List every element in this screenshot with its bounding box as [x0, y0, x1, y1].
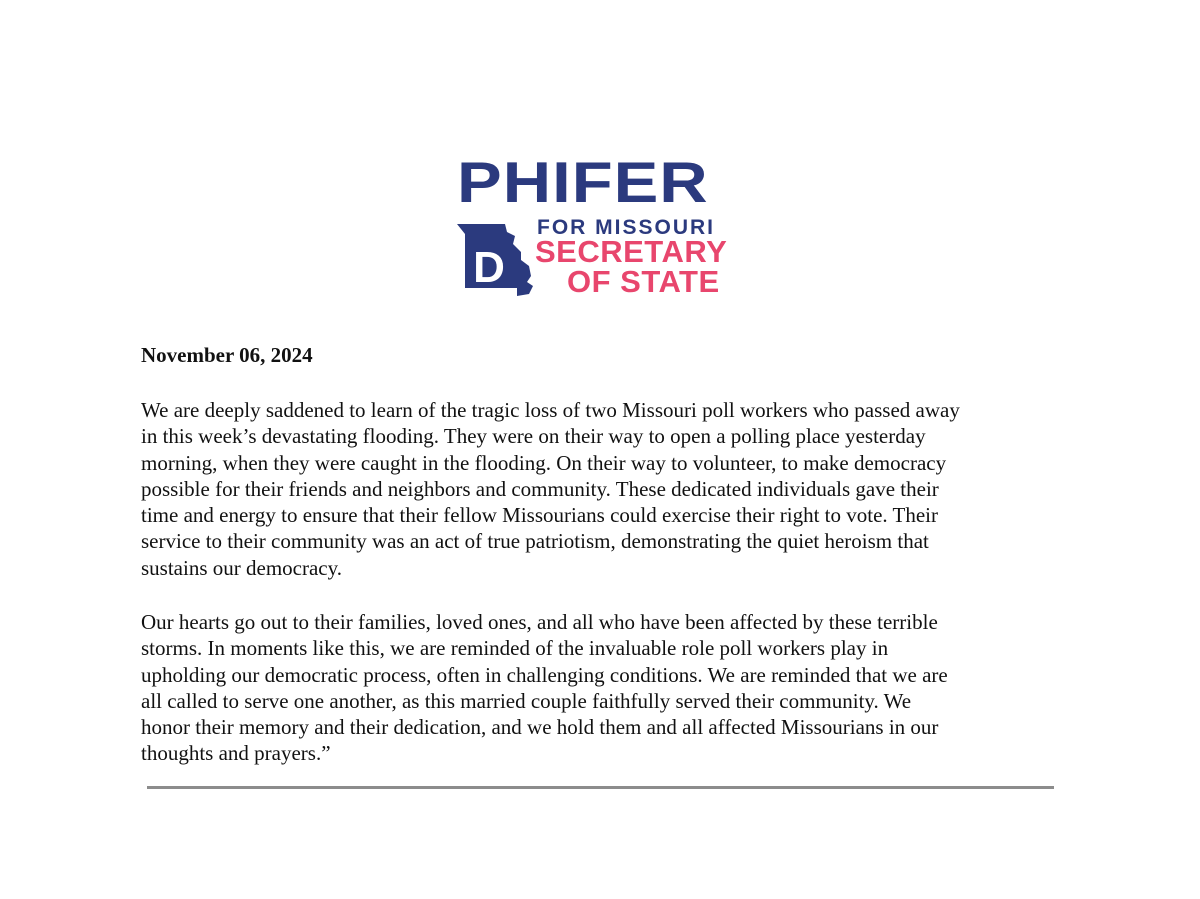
paragraph-line: possible for their friends and neighbors and community. These dedicated individuals gave their — [141, 476, 939, 501]
paragraph-line: service to their community was an act of true patriotism, demonstrating the quiet heroism that — [141, 529, 929, 554]
logo-candidate-name: PHIFER — [457, 150, 709, 216]
logo-office-line-1: SECRETARY — [535, 234, 728, 269]
paragraph-line: in this week’s devastating flooding. They were on their way to open a polling place yesterday — [141, 424, 926, 449]
missouri-map-icon — [455, 220, 539, 296]
paragraph-line: morning, when they were caught in the flooding. On their way to volunteer, to make democracy — [141, 450, 947, 475]
paragraph-line: Our hearts go out to their families, loved ones, and all who have been affected by these terrible — [141, 610, 938, 634]
paragraph-line: thoughts and prayers.” — [141, 741, 331, 766]
paragraph-line: sustains our democracy. — [141, 555, 342, 580]
paragraph-line: We are deeply saddened to learn of the tragic loss of two Missouri poll workers who passed away — [141, 398, 960, 422]
statement-date: November 06, 2024 — [141, 343, 313, 367]
paragraph-line: upholding our democratic process, often in challenging conditions. We are reminded that we are — [141, 662, 948, 687]
paragraph-line: honor their memory and their dedication, and we hold them and all affected Missourians in our — [141, 715, 939, 740]
paragraph-line: all called to serve one another, as this married couple faithfully served their community. We — [141, 688, 912, 713]
campaign-logo — [455, 150, 747, 299]
logo-for-missouri: FOR MISSOURI — [537, 216, 716, 239]
logo-office-line-2: OF STATE — [567, 264, 720, 299]
logo-party-letter: D — [473, 243, 505, 292]
divider-line — [147, 786, 1054, 789]
statement-paragraph-2 — [141, 609, 1061, 767]
statement-paragraph-1 — [141, 397, 1061, 581]
paragraph-line: time and energy to ensure that their fellow Missourians could exercise their right to vote. Their — [141, 503, 939, 528]
paragraph-line: storms. In moments like this, we are reminded of the invaluable role poll workers play in — [141, 636, 889, 661]
